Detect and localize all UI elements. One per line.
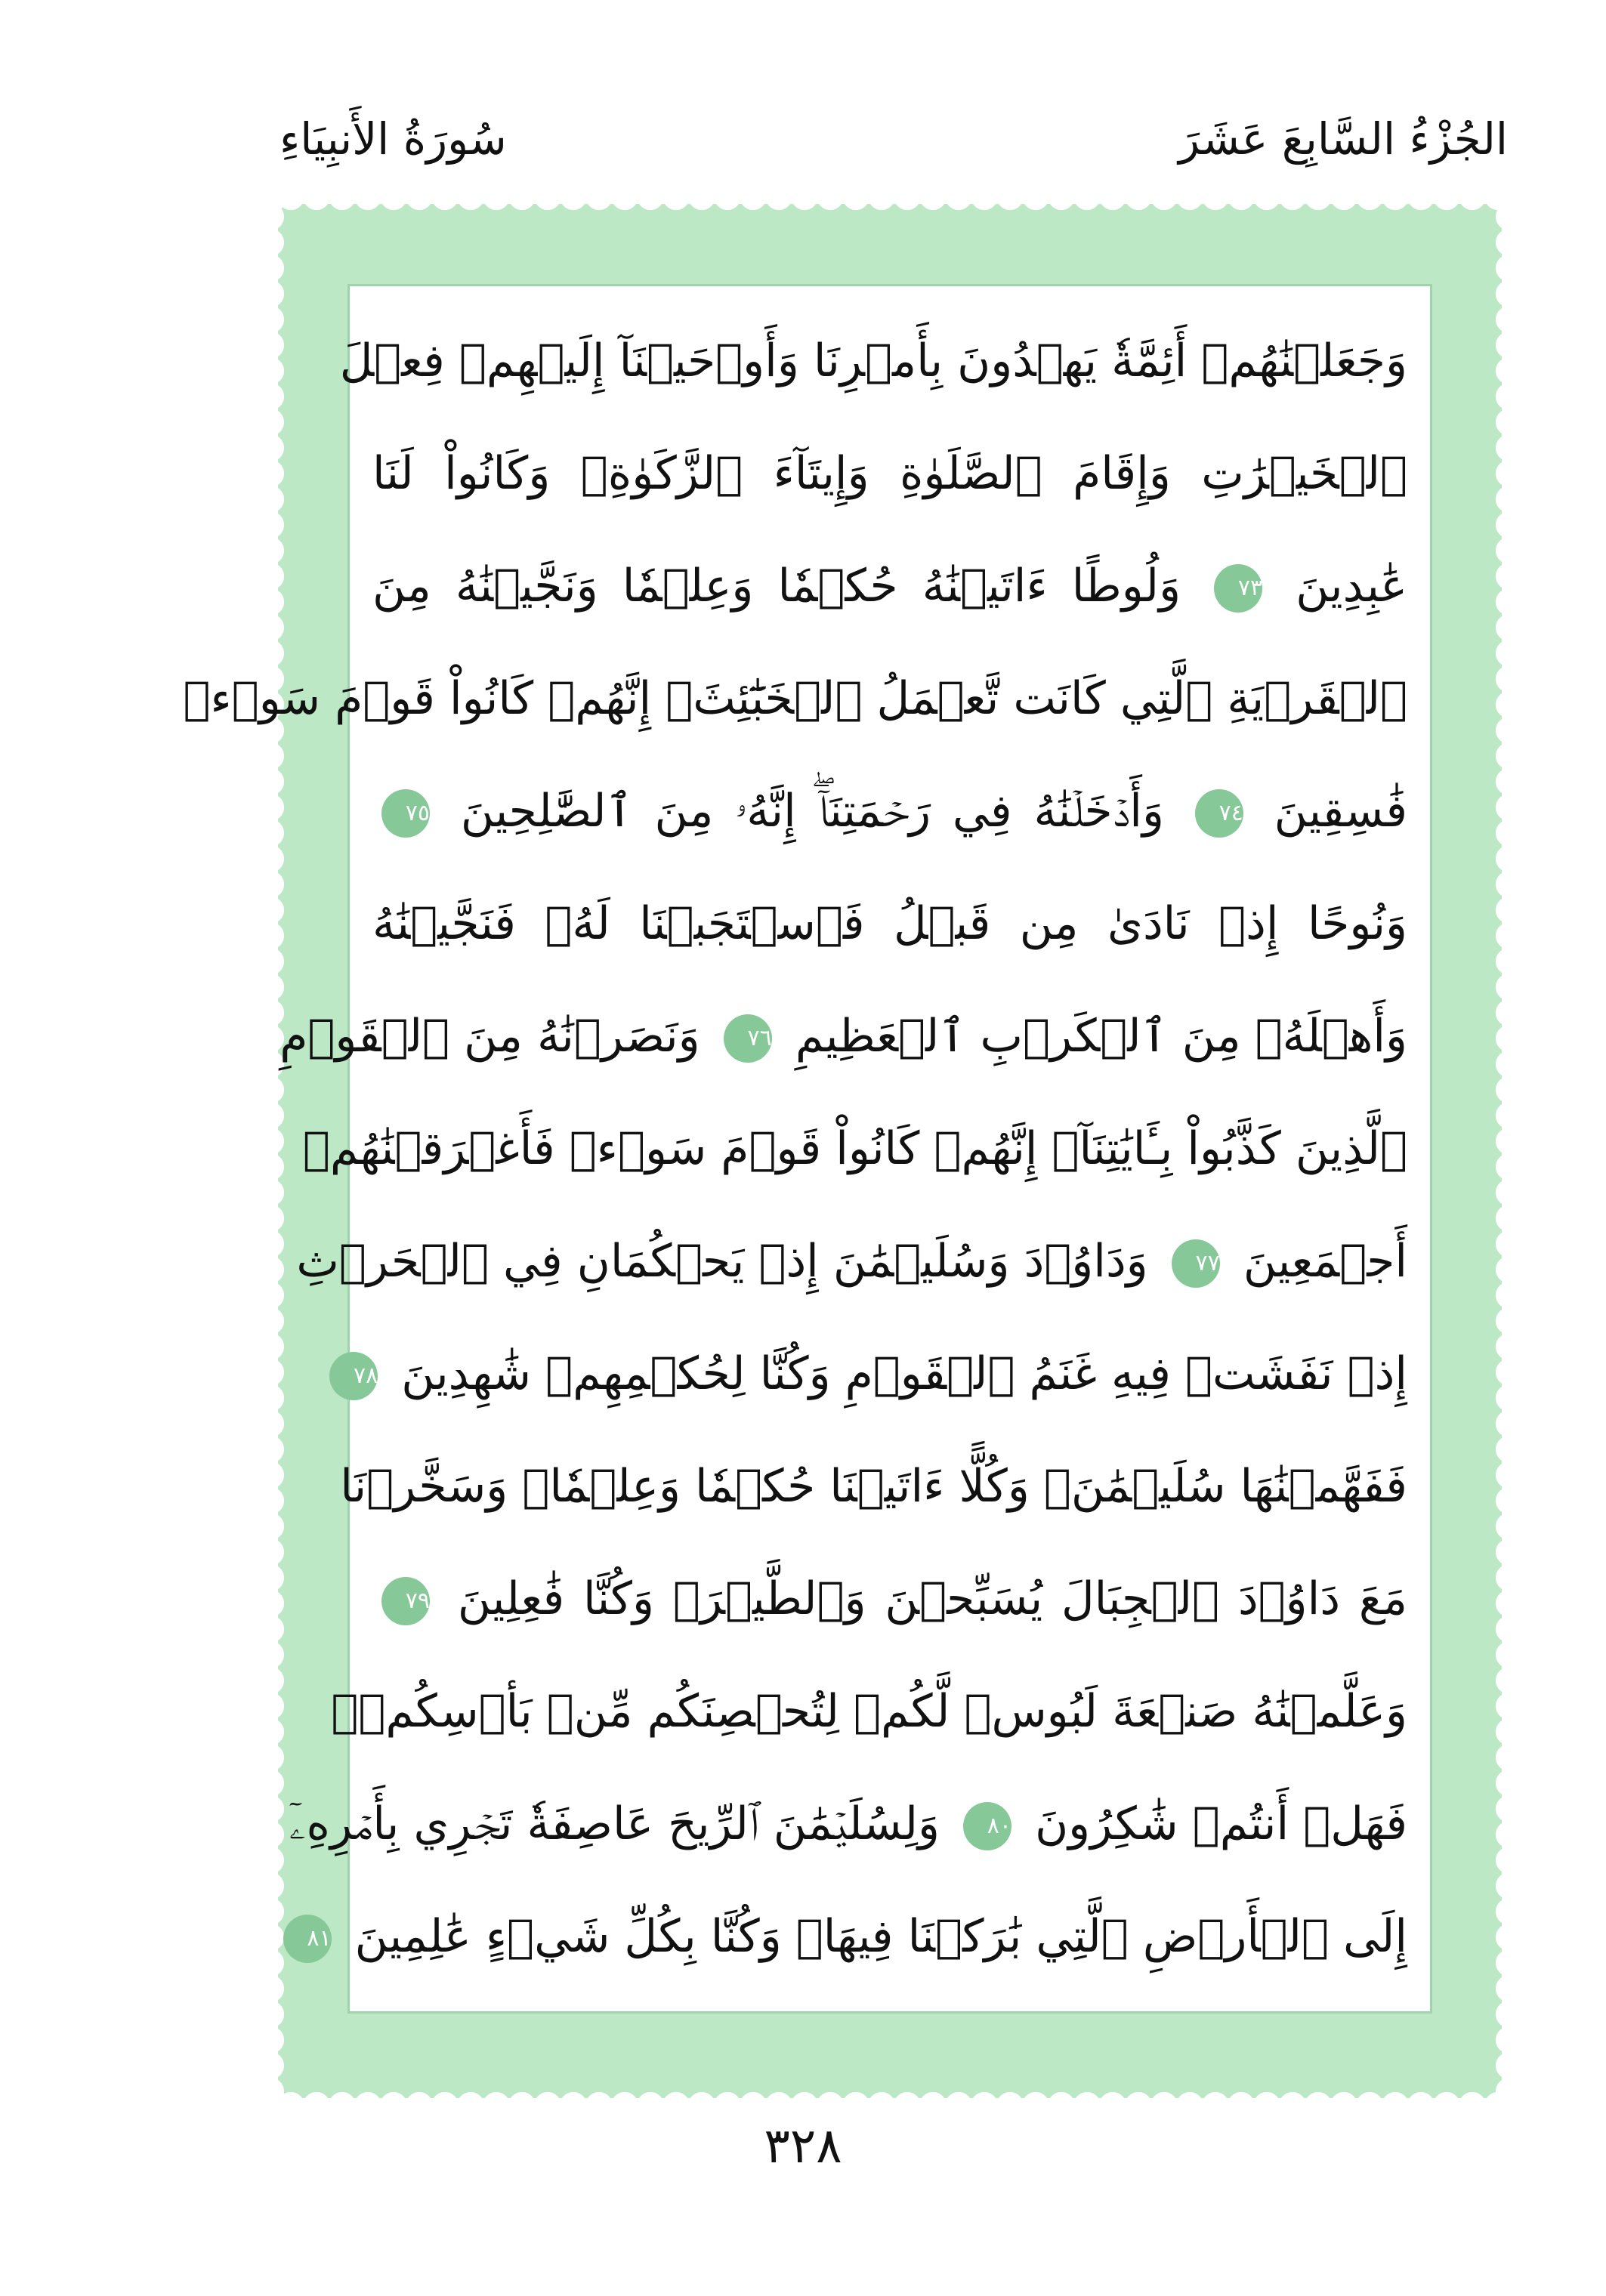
verse-line bbox=[340, 1442, 1407, 1531]
verse-text: وَأَهۡلَهُۥ مِنَ ٱلۡكَرۡبِ ٱلۡعَظِيمِ bbox=[795, 1010, 1407, 1063]
verse-text: وَجَعَلۡنَٰهُمۡ أَئِمَّةٗ يَهۡدُونَ بِأَمۡرِنَا وَأَوۡحَيۡنَآ إِلَيۡهِمۡ فِعۡلَ bbox=[339, 335, 1407, 387]
ayah-number-marker: ٧٤ bbox=[1195, 789, 1243, 838]
verse-text: ٱلۡقَرۡيَةِ ٱلَّتِي كَانَت تَّعۡمَلُ ٱلۡخَبَٰٓئِثَۚ إِنَّهُمۡ كَانُواْ قَوۡمَ سَوۡءٖ bbox=[183, 672, 1407, 725]
page-frame bbox=[183, 204, 1502, 2098]
verse-text: وَنُوحًا إِذۡ نَادَىٰ مِن قَبۡلُ فَٱسۡتَجَبۡنَا لَهُۥ فَنَجَّيۡنَٰهُ bbox=[372, 897, 1407, 950]
verse-text: وَلُوطًا ءَاتَيۡنَٰهُ حُكۡمٗا وَعِلۡمٗا وَنَجَّيۡنَٰهُ مِنَ bbox=[372, 560, 1181, 613]
verse-line bbox=[307, 1892, 1407, 1981]
verse-text: ٱلۡخَيۡرَٰتِ وَإِقَامَ ٱلصَّلَوٰةِ وَإِيتَآءَ ٱلزَّكَوٰةِۖ وَكَانُواْ لَنَا bbox=[372, 447, 1407, 500]
verse-text: أَجۡمَعِينَ bbox=[1243, 1235, 1407, 1288]
verse-text: وَدَاوُۥدَ وَسُلَيۡمَٰنَ إِذۡ يَحۡكُمَانِ فِي ٱلۡحَرۡثِ bbox=[296, 1235, 1148, 1288]
verse-line bbox=[339, 316, 1407, 406]
ayah-number-marker: ٧٥ bbox=[381, 789, 430, 838]
verse-text: فَهَلۡ أَنتُمۡ شَٰكِرُونَ bbox=[1035, 1798, 1407, 1850]
surah-title: سُورَةُ الأَنبِيَاءِ bbox=[280, 113, 507, 165]
verse-line bbox=[280, 992, 1407, 1081]
verse-text: وَلِسُلَيۡمَٰنَ ٱلرِّيحَ عَاصِفَةٗ تَجۡرِي بِأَمۡرِهِۦٓ bbox=[289, 1798, 940, 1850]
verse-line bbox=[372, 879, 1407, 968]
verse-line bbox=[372, 429, 1407, 518]
ayah-number-marker: ٧٩ bbox=[381, 1577, 430, 1625]
verse-line bbox=[289, 1779, 1407, 1869]
verse-text: إِلَى ٱلۡأَرۡضِ ٱلَّتِي بَٰرَكۡنَا فِيهَاۚ وَكُنَّا بِكُلِّ شَيۡءٍ عَٰلِمِينَ bbox=[354, 1910, 1407, 1963]
page-number: ٣٢٨ bbox=[764, 2119, 842, 2174]
verse-line bbox=[372, 542, 1407, 631]
verse-text: وَنَصَرۡنَٰهُ مِنَ ٱلۡقَوۡمِ bbox=[280, 1010, 700, 1063]
verse-text: وَأَدۡخَلۡنَٰهُ فِي رَحۡمَتِنَآۖ إِنَّهُۥ مِنَ ٱلصَّٰلِحِينَ bbox=[460, 785, 1164, 838]
verse-line bbox=[296, 1217, 1407, 1306]
verse-line bbox=[372, 767, 1407, 856]
verse-text: ٱلَّذِينَ كَذَّبُواْ بِـَٔايَٰتِنَآۚ إِنَّهُمۡ كَانُواْ قَوۡمَ سَوۡءٖ فَأَغۡرَقۡنَٰهُمۡ bbox=[302, 1122, 1407, 1175]
verse-line bbox=[372, 1554, 1407, 1643]
ayah-number-marker: ٧٦ bbox=[724, 1014, 772, 1063]
text-panel bbox=[183, 284, 1432, 2014]
verse-line bbox=[331, 1667, 1407, 1756]
verse-text: فَٰسِقِينَ bbox=[1274, 785, 1408, 838]
verse-line bbox=[302, 1104, 1407, 1193]
verse-line bbox=[183, 654, 1407, 743]
verse-lines bbox=[183, 316, 1408, 1981]
ayah-number-marker: ٧٧ bbox=[1172, 1239, 1220, 1288]
ayah-number-marker: ٨٠ bbox=[963, 1802, 1011, 1850]
verse-text: وَعَلَّمۡنَٰهُ صَنۡعَةَ لَبُوسٖ لَّكُمۡ لِتُحۡصِنَكُم مِّنۢ بَأۡسِكُمۡۖ bbox=[331, 1685, 1407, 1738]
ayah-number-marker: ٧٣ bbox=[1214, 564, 1262, 613]
verse-text: فَفَهَّمۡنَٰهَا سُلَيۡمَٰنَۚ وَكُلًّا ءَاتَيۡنَا حُكۡمٗا وَعِلۡمٗاۚ وَسَخَّرۡنَا bbox=[340, 1460, 1407, 1513]
verse-text: إِذۡ نَفَشَتۡ فِيهِ غَنَمُ ٱلۡقَوۡمِ وَكُنَّا لِحُكۡمِهِمۡ شَٰهِدِينَ bbox=[401, 1347, 1407, 1400]
verse-line bbox=[353, 1329, 1407, 1418]
verse-text: عَٰبِدِينَ bbox=[1296, 560, 1407, 613]
ayah-number-marker: ٨١ bbox=[283, 1915, 332, 1963]
verse-text: مَعَ دَاوُۥدَ ٱلۡجِبَالَ يُسَبِّحۡنَ وَٱلطَّيۡرَۚ وَكُنَّا فَٰعِلِينَ bbox=[457, 1572, 1407, 1625]
ayah-number-marker: ٧٨ bbox=[329, 1352, 378, 1400]
juz-title: الجُزْءُ السَّابِعَ عَشَرَ bbox=[1178, 113, 1508, 165]
